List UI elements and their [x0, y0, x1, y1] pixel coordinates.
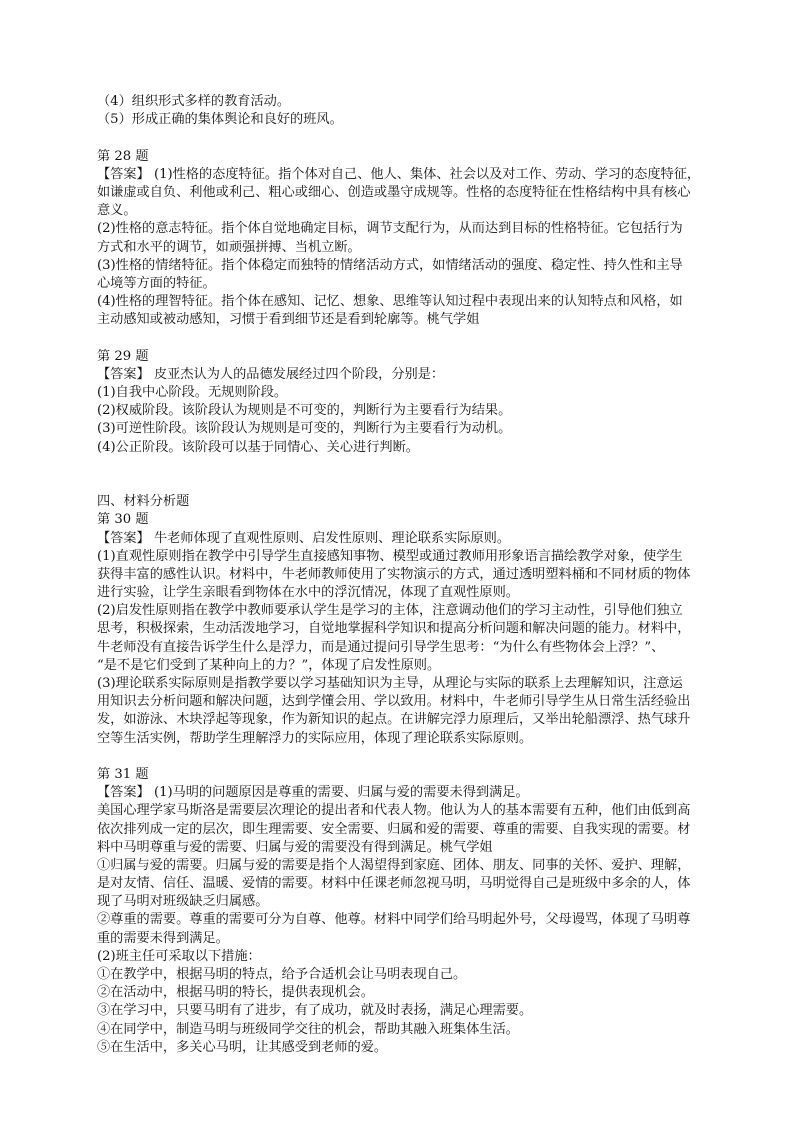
answer-line: ②在活动中，根据马明的特长，提供表现机会。 — [97, 985, 374, 1001]
answer-line: 发，如游泳、木块浮起等现象，作为新知识的起点。在讲解完浮力原理后，又举出轮船漂浮、热气球升 — [97, 712, 691, 728]
answer-line: ②尊重的需要。尊重的需要可分为自尊、他尊。材料中同学们给马明起外号，父母谩骂，体现了马明尊 — [97, 912, 691, 928]
answer-line: 现了马明对班级缺乏归属感。 — [97, 894, 269, 910]
answer-line: 思考，积极探索，生动活泼地学习，自觉地掌握科学知识和提高分析问题和解决问题的能力。材料中， — [97, 621, 691, 637]
answer-line: 是对友情、信任、温暖、爱情的需要。材料中任课老师忽视马明，马明觉得自己是班级中多余的人，体 — [97, 876, 691, 892]
answer-line: 【答案】 牛老师体现了直观性原则、启发性原则、理论联系实际原则。 — [97, 530, 511, 546]
answer-line: 依次排列成一定的层次，即生理需要、安全需要、归属和爱的需要、尊重的需要、自我实现的需要。材 — [97, 821, 691, 837]
answer-line: 进行实验，让学生亲眼看到物体在水中的浮沉情况，体现了直观性原则。 — [97, 585, 519, 601]
answer-line: ①在教学中，根据马明的特点，给予合适机会让马明表现自己。 — [97, 967, 467, 983]
answer-line: (2)启发性原则指在教学中教师要承认学生是学习的主体，注意调动他们的学习主动性，引导他们独立 — [97, 603, 683, 619]
answer-line: 空等生活实例，帮助学生理解浮力的实际应用，体现了理论联系实际原则。 — [97, 730, 533, 746]
document-page — [97, 93, 703, 1057]
answer-line: (1)直观性原则指在教学中引导学生直接感知事物、模型或通过教师用形象语言描绘教学对象，使学生 — [97, 548, 683, 564]
answer-line: 料中马明尊重与爱的需要、归属与爱的需要没有得到满足。桃气学姐 — [97, 839, 493, 855]
answer-line: ⑤在生活中，多关心马明，让其感受到老师的爱。 — [97, 1039, 388, 1055]
answer-line: 获得丰富的感性认识。材料中，牛老师教师使用了实物演示的方式，通过透明塑料桶和不同材质的物体 — [97, 566, 691, 582]
question-31-title: 第 31 题 — [97, 766, 149, 782]
answer-line: 牛老师没有直接告诉学生什么是浮力，而是通过提问引导学生思考：“为什么有些物体会上浮？”、 — [97, 639, 665, 655]
answer-line: (2)权威阶段。该阶段认为规则是不可变的，判断行为主要看行为结果。 — [97, 403, 512, 419]
answer-line: 【答案】 (1)性格的态度特征。指个体对自己、他人、集体、社会以及对工作、劳动、学习的态度特征， — [97, 166, 701, 182]
answer-line: 如谦虚或自负、利他或利己、粗心或细心、创造或墨守成规等。性格的态度特征在性格结构中具有核心 — [97, 184, 691, 200]
answer-line: 意义。 — [97, 203, 137, 219]
answer-line: 【答案】 (1)马明的问题原因是尊重的需要、归属与爱的需要未得到满足。 — [97, 785, 529, 801]
question-28-title: 第 28 题 — [97, 148, 149, 164]
answer-line: (1)自我中心阶段。无规则阶段。 — [97, 385, 288, 400]
answer-line: (3)可逆性阶段。该阶段认为规则是可变的，判断行为主要看行为动机。 — [97, 421, 512, 437]
answer-line: “是不是它们受到了某种向上的力？”，体现了启发性原则。 — [97, 657, 441, 673]
answer-line: (2)性格的意志特征。指个体自觉地确定目标，调节支配行为，从而达到目标的性格特征。它包括行为 — [97, 221, 683, 237]
answer-line: 主动感知或被动感知，习惯于看到细节还是看到轮廓等。桃气学姐 — [97, 312, 480, 328]
answer-line: 重的需要未得到满足。 — [97, 930, 229, 946]
answer-line: (4)性格的理智特征。指个体在感知、记忆、想象、思维等认知过程中表现出来的认知特点和风格，如 — [97, 294, 683, 310]
question-29-title: 第 29 题 — [97, 348, 149, 364]
answer-line: ①归属与爱的需要。归属与爱的需要是指个人渴望得到家庭、团体、朋友、同事的关怀、爱护、理解， — [97, 857, 691, 873]
answer-line: (4)公正阶段。该阶段可以基于同情心、关心进行判断。 — [97, 439, 419, 455]
answer-line: 用知识去分析问题和解决问题，达到学懂会用、学以致用。材料中，牛老师引导学生从日常生活经验出 — [97, 694, 691, 710]
section-heading: 四、材料分析题 — [97, 494, 190, 510]
question-30-title: 第 30 题 — [97, 512, 149, 528]
answer-line: 【答案】 皮亚杰认为人的品德发展经过四个阶段，分别是： — [97, 366, 445, 382]
answer-line: (3)理论联系实际原则是指教学要以学习基础知识为主导，从理论与实际的联系上去理解知识，注意运 — [97, 676, 683, 692]
answer-line: ④在同学中，制造马明与班级同学交往的机会，帮助其融入班集体生活。 — [97, 1021, 519, 1037]
list-item: （5）形成正确的集体舆论和良好的班风。 — [97, 112, 343, 128]
list-item: （4）组织形式多样的教育活动。 — [97, 94, 291, 109]
answer-line: 方式和水平的调节，如顽强拼搏、当机立断。 — [97, 239, 361, 255]
answer-line: 心境等方面的特征。 — [97, 275, 216, 291]
answer-line: (2)班主任可采取以下措施： — [97, 948, 261, 964]
answer-line: (3)性格的情绪特征。指个体稳定而独特的情绪活动方式，如情绪活动的强度、稳定性、持久性和主导 — [97, 257, 683, 273]
answer-line: ③在学习中，只要马明有了进步，有了成功，就及时表扬，满足心理需要。 — [97, 1003, 533, 1019]
answer-line: 美国心理学家马斯洛是需要层次理论的提出者和代表人物。他认为人的基本需要有五种，他们由低到高 — [97, 803, 691, 819]
